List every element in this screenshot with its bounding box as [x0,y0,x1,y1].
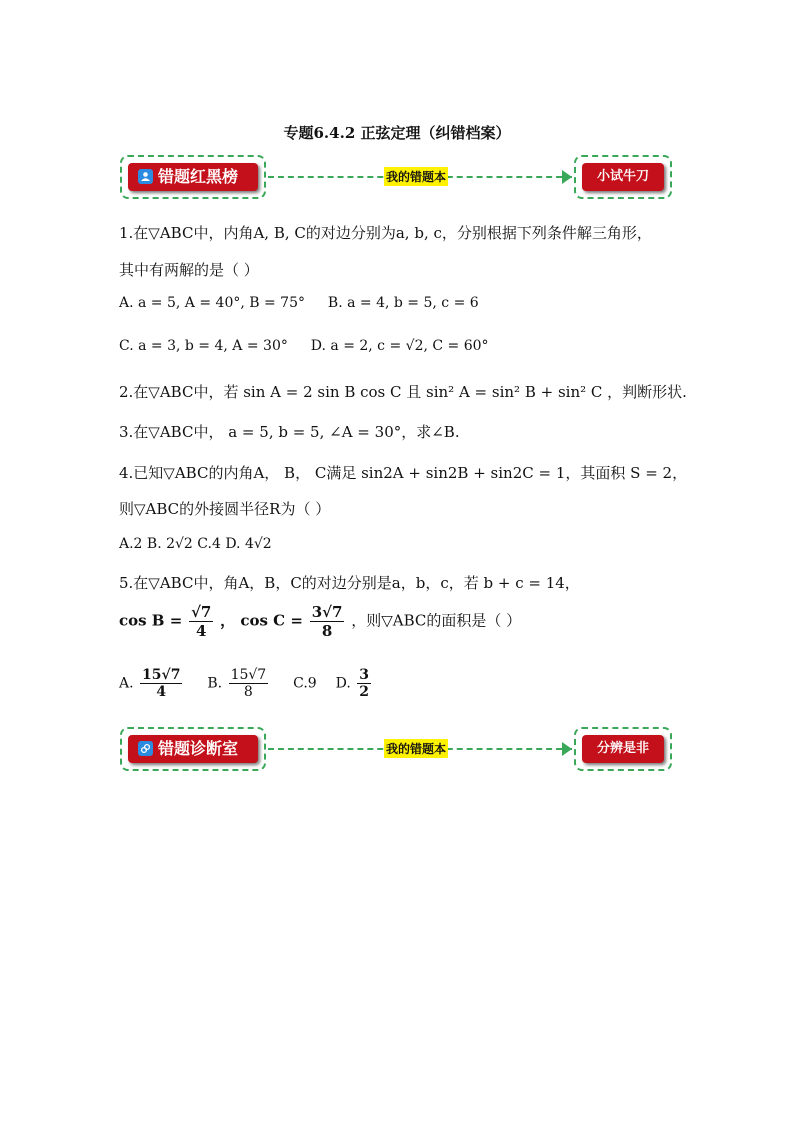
cos-c-denominator: 8 [321,622,333,640]
option-d-numerator: 3 [359,667,369,683]
banner-error-rank [120,155,672,217]
option-b-prefix: B. [207,675,223,692]
my-error-book-label: 我的错题本 [384,167,448,186]
error-diagnosis-button[interactable] [128,735,258,763]
question-1-line-2: 其中有两解的是（ ） [119,261,259,279]
question-1-options-cd [119,338,489,354]
option-c: C.9 [293,675,317,692]
banner-error-diagnosis [120,727,672,789]
error-rank-button[interactable] [128,163,258,191]
option-d: D. a = 2, c = √2, C = 60° [310,338,489,354]
question-3: 3.在▽ABC中， a = 5, b = 5, ∠A = 30°，求∠B. [119,423,460,441]
banner-left-frame [120,727,266,771]
cos-b-numerator: √7 [191,603,212,621]
question-4-line-1: 4.已知▽ABC的内角A， B， C满足 sin2A + sin2B + sin2C = 1，其面积 S = 2， [119,464,688,482]
user-icon [138,169,153,184]
cos-b-denominator: 4 [195,622,207,640]
option-a-prefix: A. [119,675,134,692]
option-d-fraction [357,667,371,700]
option-a-numerator: 15√7 [142,667,181,683]
option-d-denominator: 2 [359,684,369,700]
question-4-options: A.2 B. 2√2 C.4 D. 4√2 [119,536,272,552]
cos-c-fraction [310,603,345,640]
question-5-line-1: 5.在▽ABC中，角A，B，C的对边分别是a，b，c，若 b + c = 14， [119,574,580,592]
question-5-options [119,667,373,700]
banner-right-frame [574,727,672,771]
arrow-right-icon [562,742,572,756]
cos-c-numerator: 3√7 [311,603,343,621]
question-4-line-2: 则▽ABC的外接圆半径R为（ ） [119,500,331,518]
error-rank-label: 错题红黑榜 [158,167,239,186]
right-or-wrong-button[interactable]: 分辨是非 [582,735,664,763]
option-b-denominator: 8 [243,684,253,700]
option-a-denominator: 4 [156,684,167,700]
option-b-numerator: 15√7 [230,667,267,683]
arrow-right-icon [562,170,572,184]
my-error-book-label: 我的错题本 [384,739,448,758]
page-title: 专题6.4.2 正弦定理（纠错档案） [283,124,511,142]
option-c: C. a = 3, b = 4, A = 30° [119,338,288,354]
question-1-options-ab [119,295,479,311]
practice-button[interactable]: 小试牛刀 [582,163,664,191]
question-5-tail: ，则▽ABC的面积是（ ） [351,611,522,630]
banner-left-frame [120,155,266,199]
question-2: 2.在▽ABC中，若 sin A = 2 sin B cos C 且 sin² A = sin² B + sin² C ，判断形状. [119,383,687,401]
option-a: A. a = 5, A = 40°, B = 75° [119,295,305,311]
banner-right-frame [574,155,672,199]
question-1-line-1: 1.在▽ABC中，内角A, B, C的对边分别为a, b, c，分别根据下列条件解三角形， [119,224,652,242]
cos-c-label: ， cos C = [220,611,303,630]
option-b-fraction [229,667,269,700]
option-d-prefix: D. [335,675,351,692]
error-diagnosis-label: 错题诊断室 [158,739,239,758]
option-a-fraction [140,667,182,700]
cos-b-fraction [189,603,213,640]
link-icon [138,741,153,756]
question-5-line-2 [119,603,521,640]
cos-b-label: cos B = [119,611,183,630]
option-b: B. a = 4, b = 5, c = 6 [327,295,479,311]
